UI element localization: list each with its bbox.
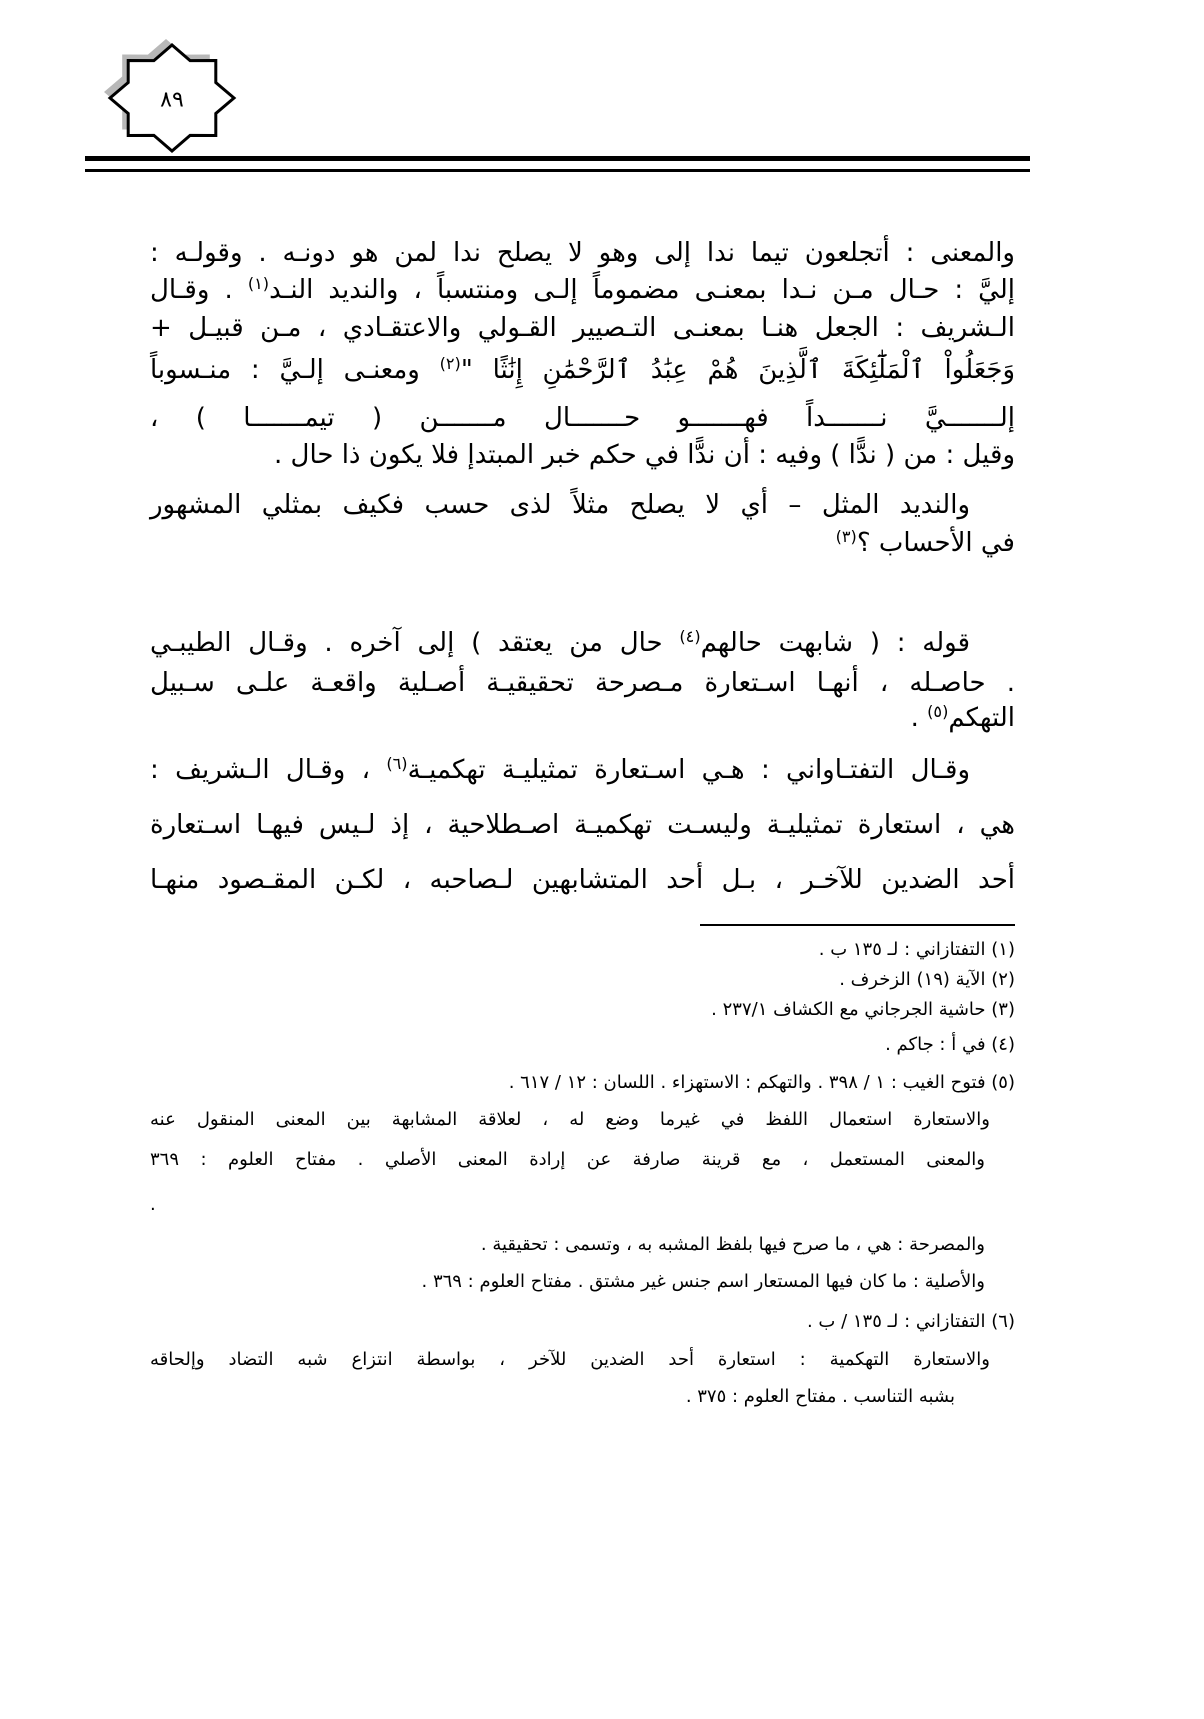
footnote-line: (١) التفتازاني : لـ ١٣٥ ب . (818, 939, 1015, 960)
footnote-marker: (٢) (439, 354, 461, 374)
body-line (150, 750, 1015, 790)
body-text: ومعنـى إلـيَّ : منـسوباً (150, 355, 440, 385)
body-line (150, 663, 1015, 703)
body-text: أحد الضدين للآخـر ، بـل أحد المتشابهين لـصاحبه ، لكـن المقـصود منهـا (150, 865, 1015, 895)
body-text: في الأحساب ؟ (856, 528, 1015, 558)
body-line (150, 860, 1015, 900)
body-line (150, 523, 1015, 563)
footnote-line: (٥) فتوح الغيب : ١ / ٣٩٨ . والتهكم : الاستهزاء . اللسان : ١٢ / ٦١٧ . (508, 1072, 1015, 1093)
body-text: هي ، استعارة تمثيليـة وليسـت تهكميـة اصـطلاحية ، إذ لـيس فيهـا اسـتعارة (150, 810, 1015, 840)
body-text: قوله : ( شابهت حالهم (700, 628, 970, 658)
body-text: إليَّ : حـال مـن نـدا بمعنـى مضموماً إلـى ومنتسباً ، والنديد النـد (269, 275, 1015, 305)
body-line (150, 398, 1015, 438)
footnote-line: والمصرحة : هي ، ما صرح فيها بلفظ المشبه به ، وتسمى : تحقيقية . (480, 1234, 985, 1255)
body-text: والنديد المثل – أي لا يصلح مثلاً لذى حسب فكيف بمثلي المشهور (150, 490, 970, 520)
header-rule-thin (85, 169, 1030, 172)
footnote-line: والأصلية : ما كان فيها المستعار اسم جنس غير مشتق . مفتاح العلوم : ٣٦٩ . (421, 1271, 985, 1292)
footnote-separator (700, 924, 1015, 926)
body-text: . وقـال (150, 275, 248, 305)
footnote-line: والمعنى المستعمل ، مع قرينة صارفة عن إرادة المعنى الأصلي . مفتاح العلوم : ٣٦٩ (150, 1149, 985, 1170)
footnote-marker: (٤) (679, 627, 701, 647)
body-text: حال من يعتقد ) إلى آخره . وقـال الطيبـي (150, 628, 680, 658)
body-text: الـشريف : الجعل هنـا بمعنـى التـصيير القـولي والاعتقـادي ، مـن قبيـل + (150, 313, 1015, 343)
body-text: التهكم (948, 703, 1015, 733)
body-text: وقيل : من ( ندًّا ) وفيه : أن ندًّا في حكم خبر المبتدإ فلا يكون ذا حال . (274, 440, 1015, 470)
body-line (150, 233, 1015, 273)
header-rule-thick (85, 156, 1030, 161)
footnote-marker: (٦) (386, 754, 408, 774)
body-text: ، وقـال الـشريف : (150, 755, 387, 785)
footnote-line: والاستعارة التهكمية : استعارة أحد الضدين للآخر ، بواسطة انتزاع شبه التضاد وإلحاقه (150, 1349, 990, 1370)
footnote-line: والاستعارة استعمال اللفظ في غيرما وضع له ، لعلاقة المشابهة بين المعنى المنقول عنه (150, 1109, 990, 1130)
body-text: . (910, 703, 928, 733)
page-number: ٨٩ (160, 87, 184, 113)
footnote-marker: (٥) (927, 702, 949, 722)
body-line (150, 270, 1015, 310)
quran-verse-line (150, 350, 1015, 390)
footnote-marker: (١) (247, 274, 270, 294)
body-text: وقـال التفتـاواني : هـي اسـتعارة تمثيليـة تهكميـة (407, 755, 971, 785)
body-line (150, 435, 1015, 475)
footnote-marker: (٣) (835, 527, 857, 547)
body-line (150, 698, 1015, 738)
footnote-line: (٢) الآية (١٩) الزخرف . (839, 969, 1015, 990)
body-line (150, 308, 1015, 348)
footnote-line: (٤) في أ : جاكم . (885, 1034, 1015, 1055)
body-line (150, 485, 1015, 525)
quran-verse: وَجَعَلُواْ ٱلْمَلَٰٓئِكَةَ ٱلَّذِينَ هُمْ عِبَٰدُ ٱلرَّحْمَٰنِ إِنَٰثًا " (460, 355, 1015, 385)
body-line (150, 623, 1015, 663)
footnote-line: . (150, 1194, 156, 1215)
footnote-line: (٦) التفتازاني : لـ ١٣٥ / ب . (806, 1311, 1015, 1332)
body-line (150, 805, 1015, 845)
footnote-line: (٣) حاشية الجرجاني مع الكشاف ٢٣٧/١ . (711, 999, 1015, 1020)
footnote-line: بشبه التناسب . مفتاح العلوم : ٣٧٥ . (685, 1386, 955, 1407)
page-number-badge (100, 38, 245, 158)
body-text: إلـــــــيَّ نـــــــداً فهـــــــو حـــــــال مـــــــن ( تيمـــــــا ) ، (150, 403, 1015, 433)
body-text: . حاصـله ، أنهـا اسـتعارة مـصرحة تحقيقيـة أصـلية واقعـة علـى سـبيل (150, 668, 1015, 698)
body-text: والمعنى : أتجلعون تيما ندا إلى وهو لا يصلح ندا لمن هو دونـه . وقولـه : (150, 238, 1015, 268)
